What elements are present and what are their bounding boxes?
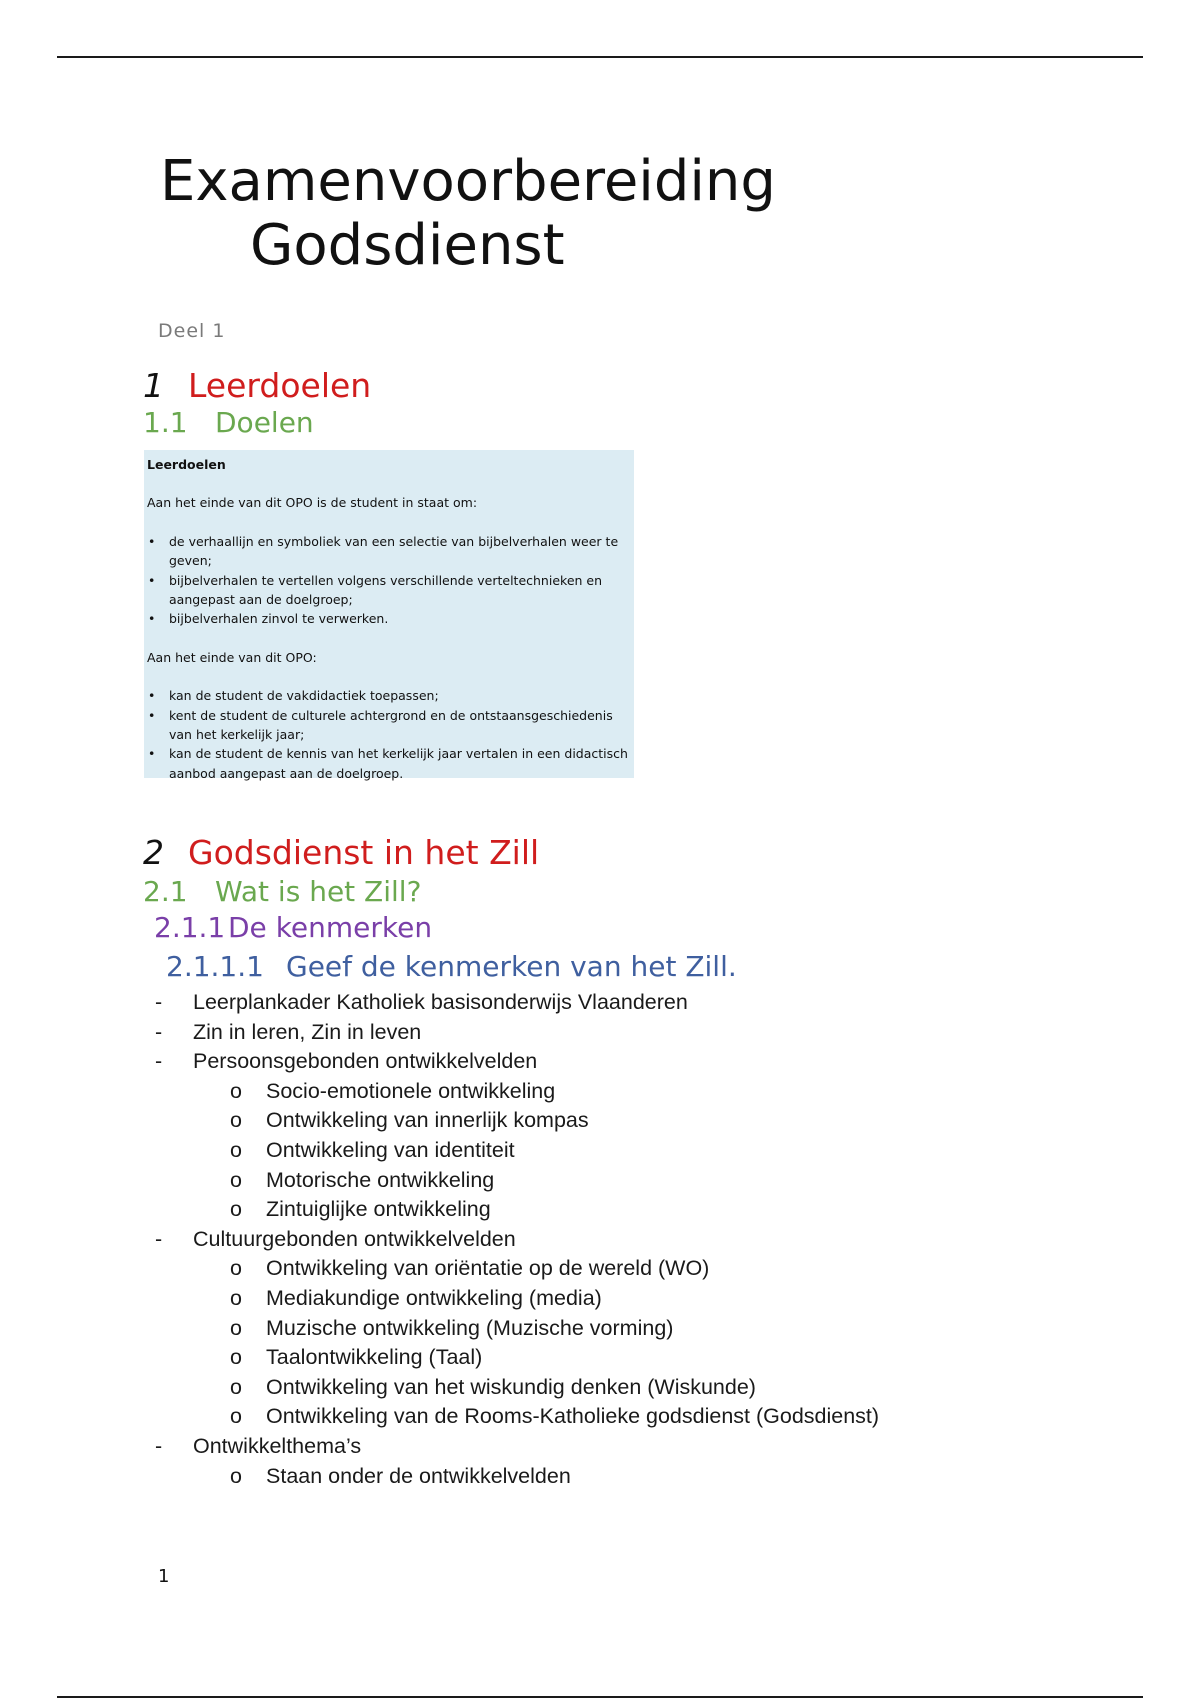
heading-text: Leerdoelen (188, 366, 372, 405)
sub-list-item (155, 1402, 879, 1432)
list-item-text: Ontwikkeling van de Rooms-Katholieke godsdienst (Godsdienst) (266, 1404, 880, 1429)
list-item-text: Ontwikkeling van identiteit (266, 1137, 515, 1162)
list-item-text: Zintuiglijke ontwikkeling (266, 1197, 491, 1222)
list-item-text: Taalontwikkeling (Taal) (266, 1345, 483, 1370)
dash-bullet: - (155, 1433, 163, 1458)
circle-bullet: o (230, 1463, 242, 1488)
sub-list-item (155, 1077, 879, 1107)
title-line-2: Godsdienst (250, 213, 565, 278)
sub-list-item (155, 1106, 879, 1136)
heading-section-2-1-1 (154, 911, 432, 944)
list-item (155, 1047, 879, 1077)
title-line-1: Examenvoorbereiding (160, 149, 776, 214)
heading-text: Godsdienst in het Zill (188, 833, 540, 872)
list-item-text: Zin in leren, Zin in leven (193, 1019, 422, 1044)
dash-bullet: - (155, 990, 163, 1014)
box-list-1 (147, 532, 628, 629)
list-item-text: Leerplankader Katholiek basisonderwijs Vlaanderen (193, 990, 688, 1014)
dash-bullet: - (155, 1226, 163, 1251)
sub-list-item (155, 1254, 879, 1284)
list-item-text: Ontwikkeling van innerlijk kompas (266, 1108, 589, 1133)
heading-text: Wat is het Zill? (215, 875, 422, 908)
heading-section-2-1 (143, 875, 421, 908)
list-item: • kan de student de kennis van het kerkelijk jaar vertalen in een didactisch aanbod aangepast aan de doelgroep. (147, 744, 628, 783)
circle-bullet: o (230, 1256, 242, 1281)
circle-bullet: o (230, 1197, 242, 1222)
sub-list-item (155, 1284, 879, 1314)
list-item: • kent de student de culturele achtergrond en de ontstaansgeschiedenis van het kerkelijk jaar; (147, 706, 628, 745)
heading-section-2 (143, 833, 539, 872)
circle-bullet: o (230, 1167, 242, 1192)
box-list-2 (147, 686, 628, 783)
list-item (155, 1225, 879, 1255)
list-item-text: Cultuurgebonden ontwikkelvelden (193, 1226, 516, 1251)
sub-list-item (155, 1314, 879, 1344)
heading-number: 1.1 (143, 406, 188, 439)
list-item-text: Motorische ontwikkeling (266, 1167, 495, 1192)
dash-bullet: - (155, 1049, 163, 1074)
list-item-text: Staan onder de ontwikkelvelden (266, 1463, 571, 1488)
circle-bullet: o (230, 1404, 242, 1429)
circle-bullet: o (230, 1285, 242, 1310)
page-number: 1 (158, 1566, 170, 1587)
heading-section-1 (143, 366, 371, 405)
sub-list-item (155, 1166, 879, 1196)
list-item-text: Socio-emotionele ontwikkeling (266, 1078, 556, 1103)
box-heading: Leerdoelen (147, 457, 226, 472)
zill-characteristics-list (155, 988, 879, 1491)
list-item: • bijbelverhalen te vertellen volgens verschillende verteltechnieken en aangepast aan de doelgroep; (147, 571, 628, 610)
heading-number: 2.1.1 (154, 911, 226, 944)
box-intro-2: Aan het einde van dit OPO: (147, 649, 317, 665)
sub-list-item (155, 1343, 879, 1373)
heading-number: 2.1.1.1 (166, 950, 264, 983)
heading-number: 2.1 (143, 875, 188, 908)
list-item (155, 1018, 879, 1048)
list-item (155, 1432, 879, 1462)
box-intro-1: Aan het einde van dit OPO is de student in staat om: (147, 495, 478, 511)
heading-text: Doelen (215, 406, 314, 439)
list-item (155, 988, 879, 1018)
circle-bullet: o (230, 1374, 242, 1399)
list-item-text: Persoonsgebonden ontwikkelvelden (193, 1049, 538, 1074)
circle-bullet: o (230, 1137, 242, 1162)
circle-bullet: o (230, 1078, 242, 1103)
heading-text: De kenmerken (228, 911, 433, 944)
heading-text: Geef de kenmerken van het Zill. (286, 950, 737, 983)
sub-list-item (155, 1136, 879, 1166)
header-rule (57, 56, 1143, 58)
heading-number: 2 (143, 833, 164, 872)
footer-rule (57, 1696, 1143, 1698)
list-item: • kan de student de vakdidactiek toepassen; (147, 686, 628, 705)
list-item-text: Ontwikkeling van oriëntatie op de wereld (WO) (266, 1256, 710, 1281)
list-item: • de verhaallijn en symboliek van een selectie van bijbelverhalen weer te geven; (147, 532, 628, 571)
heading-section-1-1 (143, 406, 314, 439)
dash-bullet: - (155, 1019, 163, 1044)
document-title (160, 150, 776, 278)
list-item-text: Mediakundige ontwikkeling (media) (266, 1285, 602, 1310)
learning-goals-box (144, 450, 634, 781)
sub-list-item (155, 1462, 879, 1492)
circle-bullet: o (230, 1345, 242, 1370)
circle-bullet: o (230, 1315, 242, 1340)
sub-list-item (155, 1373, 879, 1403)
list-item-text: Ontwikkelthema’s (193, 1433, 362, 1458)
subtitle: Deel 1 (158, 320, 226, 342)
heading-section-2-1-1-1 (166, 950, 737, 983)
circle-bullet: o (230, 1108, 242, 1133)
list-item: • bijbelverhalen zinvol te verwerken. (147, 609, 628, 628)
heading-number: 1 (143, 366, 164, 405)
list-item-text: Muzische ontwikkeling (Muzische vorming) (266, 1315, 674, 1340)
sub-list-item (155, 1195, 879, 1225)
list-item-text: Ontwikkeling van het wiskundig denken (Wiskunde) (266, 1374, 756, 1399)
